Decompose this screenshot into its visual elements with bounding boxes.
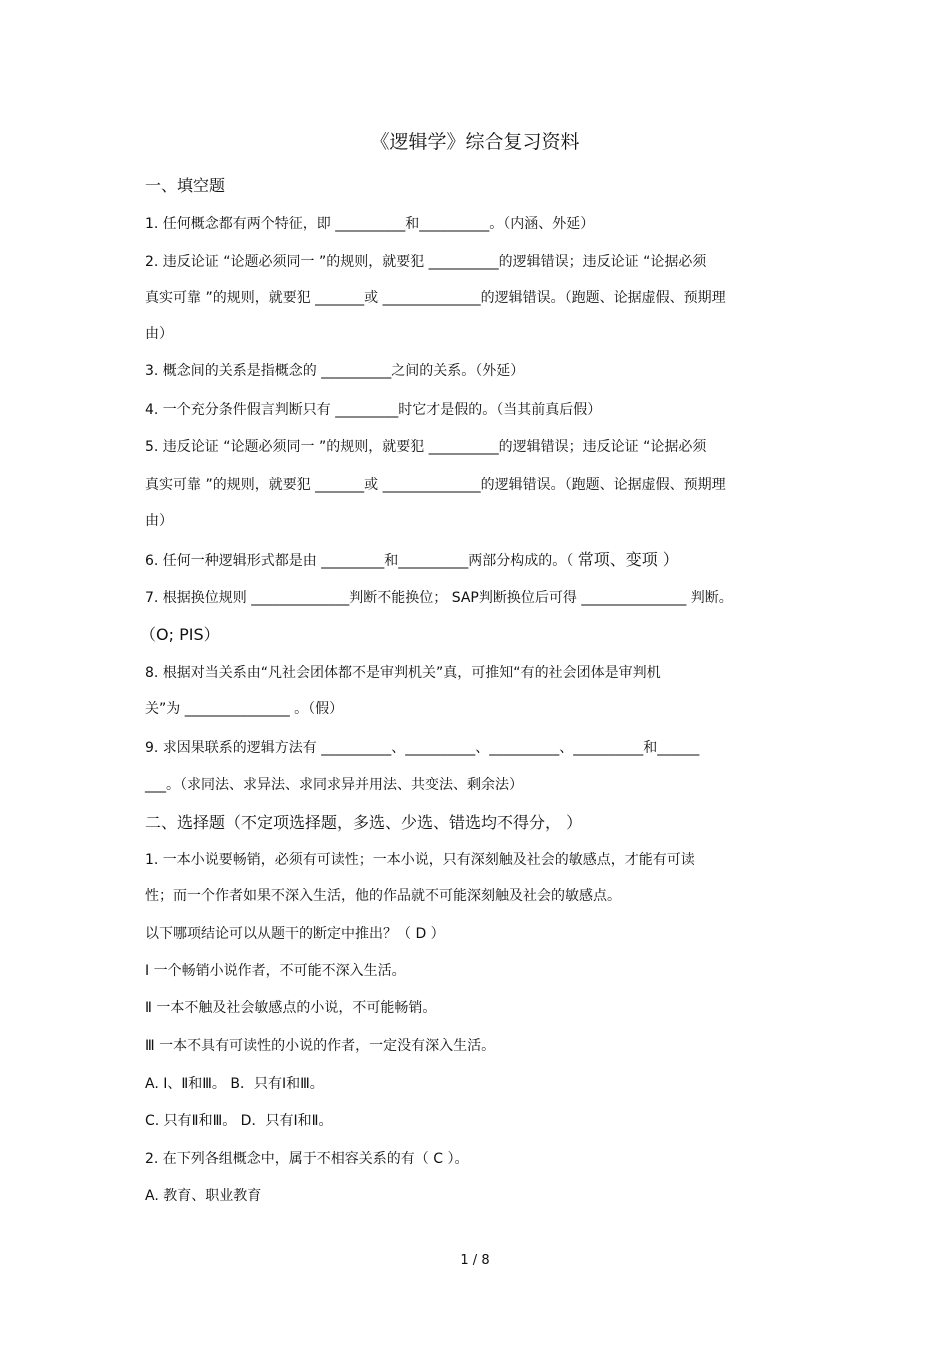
question-2-line-3: 由） <box>145 326 173 342</box>
question-8-line-2: 关”为 _______________ 。（假） <box>145 701 344 717</box>
choice-1-options-cd: C. 只有Ⅱ和Ⅲ。 D．只有Ⅰ和Ⅱ。 <box>145 1113 333 1129</box>
choice-2-option-a: A. 教育、职业教育 <box>145 1188 262 1204</box>
document-title: 《逻辑学》综合复习资料 <box>370 131 580 153</box>
question-2-line-1: 2. 违反论证 “论题必须同一 ”的规则，就要犯 __________的逻辑错误；违反论证 “论据必须 <box>145 254 707 270</box>
choice-1-stem-line-1: 1. 一本小说要畅销，必须有可读性；一本小说，只有深刻触及社会的敏感点，才能有可读 <box>145 852 695 868</box>
question-2-line-2: 真实可靠 ”的规则，就要犯 _______或 ______________的逻辑错误。（跑题、论据虚假、预期理 <box>145 290 726 306</box>
page-number: 1 / 8 <box>460 1253 490 1268</box>
question-5-line-1: 5. 违反论证 “论题必须同一 ”的规则，就要犯 __________的逻辑错误；违反论证 “论据必须 <box>145 439 707 455</box>
question-9-line-1: 9. 求因果联系的逻辑方法有 __________、__________、__________、__________和______ <box>145 740 700 756</box>
question-3: 3. 概念间的关系是指概念的 __________之间的关系。（外延） <box>145 363 525 379</box>
choice-1-statement-iii: Ⅲ 一本不具有可读性的小说的作者，一定没有深入生活。 <box>145 1038 496 1054</box>
choice-1-statement-ii: Ⅱ 一本不触及社会敏感点的小说，不可能畅销。 <box>145 1000 437 1016</box>
question-5-line-3: 由） <box>145 513 173 529</box>
question-6-text: 6. 任何一种逻辑形式都是由 _________和__________两部分构成的。（ <box>145 553 574 569</box>
question-7-answer: （O; PIS） <box>140 625 220 644</box>
choice-1-question: 以下哪项结论可以从题干的断定中推出？（ D ） <box>145 926 445 942</box>
choice-2-question: 2. 在下列各组概念中，属于不相容关系的有（ C ）。 <box>145 1151 469 1167</box>
choice-1-statement-i: Ⅰ 一个畅销小说作者，不可能不深入生活。 <box>145 963 406 979</box>
question-6 <box>145 551 679 570</box>
question-9-line-2: ___。（求同法、求异法、求同求异并用法、共变法、剩余法） <box>145 777 523 793</box>
question-8-line-1: 8. 根据对当关系由“凡社会团体都不是审判机关”真，可推知“有的社会团体是审判机 <box>145 665 661 681</box>
question-7-line-1: 7. 根据换位规则 ______________判断不能换位； SAP判断换位后可得 _______________ 判断。 <box>145 590 733 606</box>
choice-1-options-ab: A. Ⅰ、Ⅱ和Ⅲ。 B．只有Ⅰ和Ⅲ。 <box>145 1076 324 1092</box>
question-1: 1. 任何概念都有两个特征，即 __________和__________。（内涵、外延） <box>145 216 595 232</box>
section-heading-fill-blank: 一、填空题 <box>145 176 226 195</box>
question-5-line-2: 真实可靠 ”的规则，就要犯 _______或 ______________的逻辑错误。（跑题、论据虚假、预期理 <box>145 477 726 493</box>
question-6-answer: 常项、变项 ） <box>577 550 679 569</box>
choice-1-stem-line-2: 性；而一个作者如果不深入生活，他的作品就不可能深刻触及社会的敏感点。 <box>145 888 621 904</box>
section-heading-choice: 二、选择题（不定项选择题，多选、少选、错选均不得分， ） <box>145 813 583 832</box>
question-4: 4. 一个充分条件假言判断只有 _________时它才是假的。（当其前真后假） <box>145 402 602 418</box>
